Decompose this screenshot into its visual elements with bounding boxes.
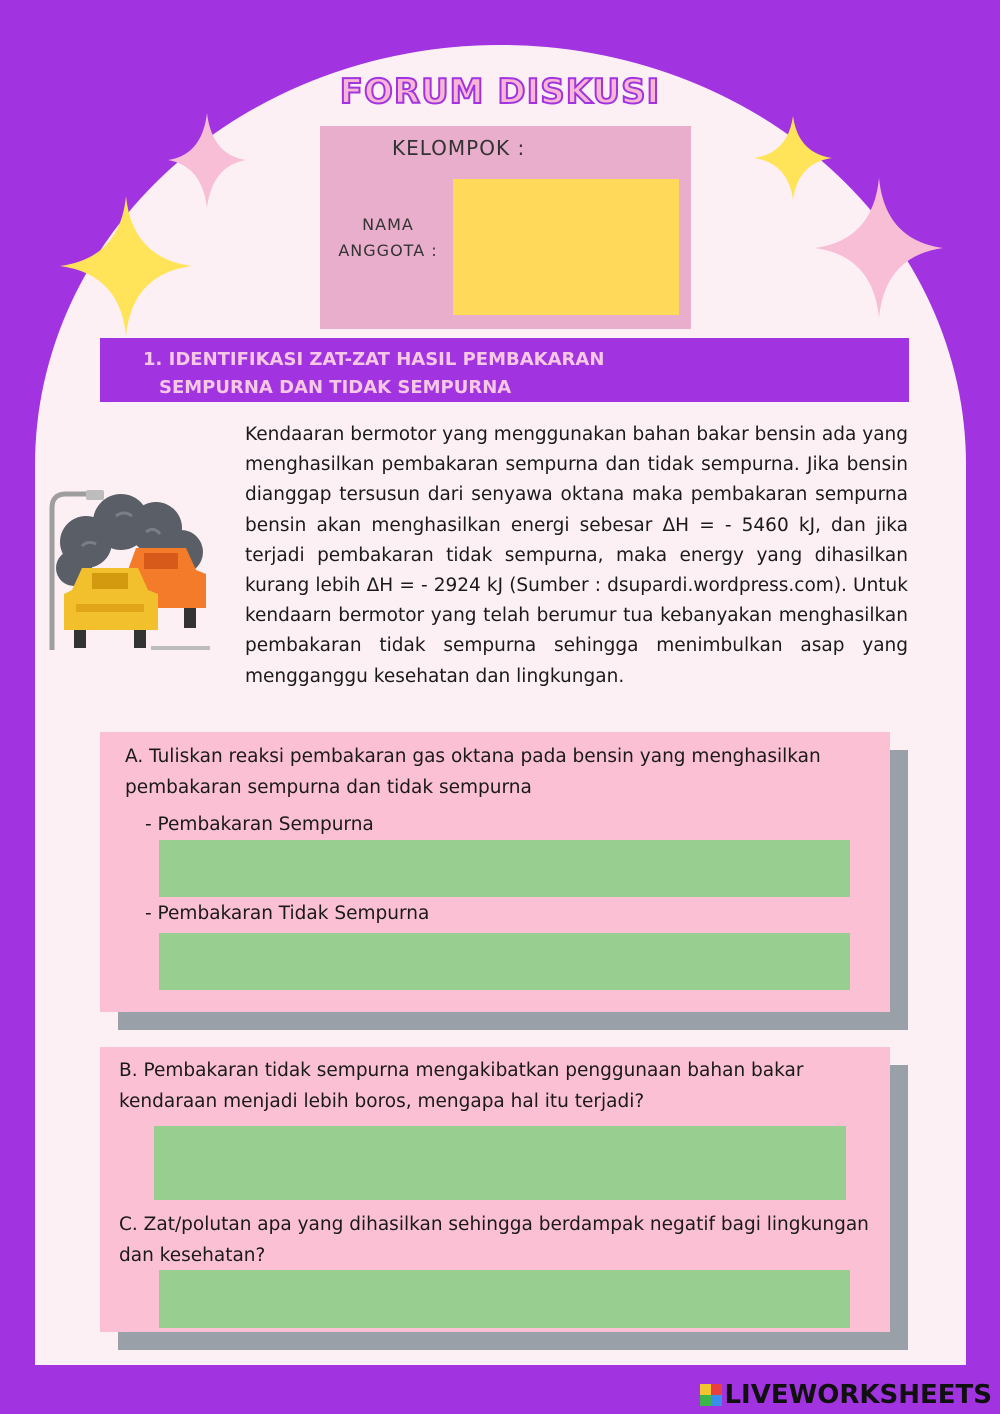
sparkle-pink-left-icon [168, 113, 246, 208]
watermark-text: LIVEWORKSHEETS [724, 1380, 992, 1410]
answer-pembakaran-sempurna-input[interactable] [159, 840, 850, 897]
answer-b-input[interactable] [154, 1126, 846, 1200]
question-a-text: A. Tuliskan reaksi pembakaran gas oktana pada bensin yang menghasilkan pembakaran sempurna dan tidak sempurna [125, 746, 821, 798]
intro-paragraph: Kendaaran bermotor yang menggunakan bahan bakar bensin ada yang menghasilkan pembakaran sempurna dan tidak sempurna. Jika bensin dianggap tersusun dari senyawa oktana maka pembakaran sempurna bensin akan menghasilkan energi sebesar ΔH = - 5460 kJ, dan jika terjadi pembakaran tidak sempurna, maka energy yang dihasilkan kurang lebih ΔH = - 2924 kJ (Sumber : dsupardi.wordpress.com). Untuk kendaarn bermotor yang telah berumur tua kebanyakan menghasilkan pembakaran tidak sempurna sehingga menimbulkan asap yang mengganggu kesehatan dan lingkungan. [245, 424, 908, 687]
page-title: FORUM DISKUSI [339, 72, 661, 112]
nama-label-line2: ANGGOTA : [338, 241, 438, 260]
answer-pembakaran-tidak-sempurna-input[interactable] [159, 933, 850, 990]
nama-label-line1: NAMA [362, 215, 414, 234]
question-b-text: B. Pembakaran tidak sempurna mengakibatkan penggunaan bahan bakar kendaraan menjadi lebih boros, mengapa hal itu terjadi? [119, 1060, 804, 1112]
car-smoke-illustration-icon [46, 490, 212, 654]
answer-c-input[interactable] [159, 1270, 850, 1328]
kelompok-label: KELOMPOK : [392, 136, 526, 160]
nama-anggota-input[interactable] [453, 179, 679, 315]
question-a-sub1-label: - Pembakaran Sempurna [145, 814, 374, 835]
question-c-text: C. Zat/polutan apa yang dihasilkan sehingga berdampak negatif bagi lingkungan dan kesehatan? [119, 1214, 869, 1266]
liveworksheets-logo-icon [700, 1384, 722, 1406]
sparkle-yellow-left-icon [60, 196, 192, 336]
liveworksheets-watermark [700, 1380, 992, 1410]
question-a-sub2-label: - Pembakaran Tidak Sempurna [145, 903, 430, 924]
sparkle-pink-right-icon [815, 178, 943, 318]
section-title-line2: SEMPURNA DAN TIDAK SEMPURNA [159, 377, 512, 398]
section-title [143, 346, 604, 402]
nama-anggota-label [326, 212, 450, 264]
section-title-line1: 1. IDENTIFIKASI ZAT-ZAT HASIL PEMBAKARAN [143, 349, 605, 370]
